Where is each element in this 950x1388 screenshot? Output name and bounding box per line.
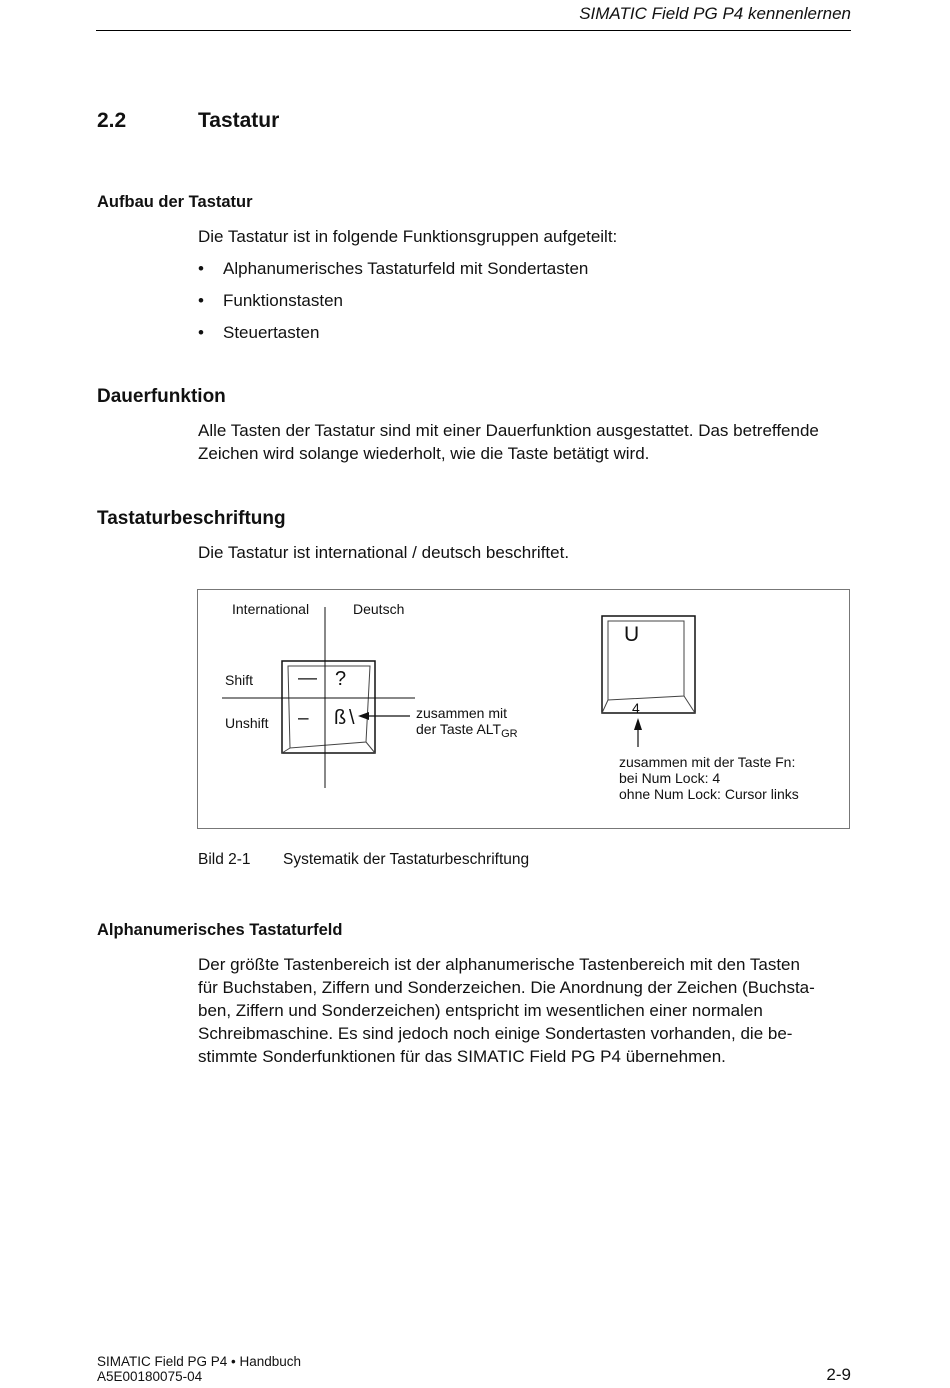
key-2-outline (602, 616, 695, 713)
alpha-line-3: ben, Ziffern und Sonderzeichen) entspricht im wesentlichen einer normalen (198, 1001, 763, 1020)
heading-dauerfunktion: Dauerfunktion (97, 386, 226, 407)
key-1-outline (282, 661, 375, 753)
beschriftung-text: Die Tastatur ist international / deutsch beschriftet. (198, 543, 570, 562)
aufbau-bullet-list (198, 259, 838, 355)
running-header-title: SIMATIC Field PG P4 kennenlernen (579, 4, 851, 23)
key-2-inner (608, 621, 684, 700)
altgr-note-line-1: zusammen mit (416, 705, 508, 721)
key-1-shift-de: ? (335, 668, 347, 690)
footer-manual-title: SIMATIC Field PG P4 • Handbuch (97, 1354, 302, 1369)
fn-note-line-2: bei Num Lock: 4 (619, 770, 721, 786)
page-number: 2-9 (826, 1365, 851, 1384)
alpha-line-4: Schreibmaschine. Es sind jedoch noch einige Sondertasten vorhanden, die be- (198, 1024, 793, 1043)
altgr-note (416, 705, 518, 742)
footer-order-number: A5E00180075-04 (97, 1369, 203, 1384)
dauer-line-1: Alle Tasten der Tastatur sind mit einer Dauerfunktion ausgestattet. Das betreffende (198, 421, 819, 440)
heading-alphanumerisch: Alphanumerisches Tastaturfeld (97, 921, 343, 939)
alpha-line-5: stimmte Sonderfunktionen für das SIMATIC Field PG P4 übernehmen. (198, 1047, 726, 1066)
fn-arrow-head (634, 718, 642, 730)
list-item: • Steuertasten (198, 323, 838, 355)
altgr-subscript: GR (501, 728, 518, 740)
figure-caption-text: Systematik der Tastaturbeschriftung (283, 851, 530, 868)
label-unshift: Unshift (225, 715, 269, 731)
label-shift: Shift (225, 672, 254, 688)
alpha-line-1: Der größte Tastenbereich ist der alphanumerische Tastenbereich mit den Tasten (198, 955, 800, 974)
label-deutsch: Deutsch (353, 601, 405, 617)
key-2-num: 4 (632, 700, 640, 716)
heading-tastaturbeschriftung: Tastaturbeschriftung (97, 508, 286, 529)
key-2-main: U (624, 623, 640, 646)
altgr-note-line-2: der Taste $ALT_{GR}$ (416, 721, 518, 740)
list-item: • Alphanumerisches Tastaturfeld mit Sondertasten (198, 259, 838, 291)
alpha-line-2: für Buchstaben, Ziffern und Sonderzeichen. Die Anordnung der Zeichen (Buchsta- (198, 978, 815, 997)
label-international: International (232, 601, 310, 617)
heading-aufbau: Aufbau der Tastatur (97, 193, 253, 211)
keyboard-labeling-figure (197, 589, 850, 829)
fn-note-line-3: ohne Num Lock: Cursor links (619, 786, 799, 802)
fn-note-line-1: zusammen mit der Taste Fn: (619, 754, 796, 770)
figure-caption-label: Bild 2-1 (198, 851, 251, 868)
key-1-unshift-intl: – (298, 708, 309, 729)
aufbau-intro: Die Tastatur ist in folgende Funktionsgruppen aufgeteilt: (198, 227, 618, 246)
fn-note (619, 754, 799, 802)
key-1-altgr-char: \ (349, 707, 355, 729)
section-number: 2.2 (97, 109, 127, 132)
dauer-paragraph (198, 419, 853, 465)
section-title: Tastatur (198, 109, 280, 132)
key-1-unshift-de: ß (334, 707, 347, 729)
list-item: • Funktionstasten (198, 291, 838, 323)
key-1-shift-intl: — (298, 668, 317, 689)
alpha-paragraph (198, 953, 853, 1068)
dauer-line-2: Zeichen wird solange wiederholt, wie die Taste betätigt wird. (198, 444, 650, 463)
altgr-arrow-head (358, 712, 369, 720)
footer-left (97, 1354, 301, 1384)
running-header (96, 4, 851, 31)
